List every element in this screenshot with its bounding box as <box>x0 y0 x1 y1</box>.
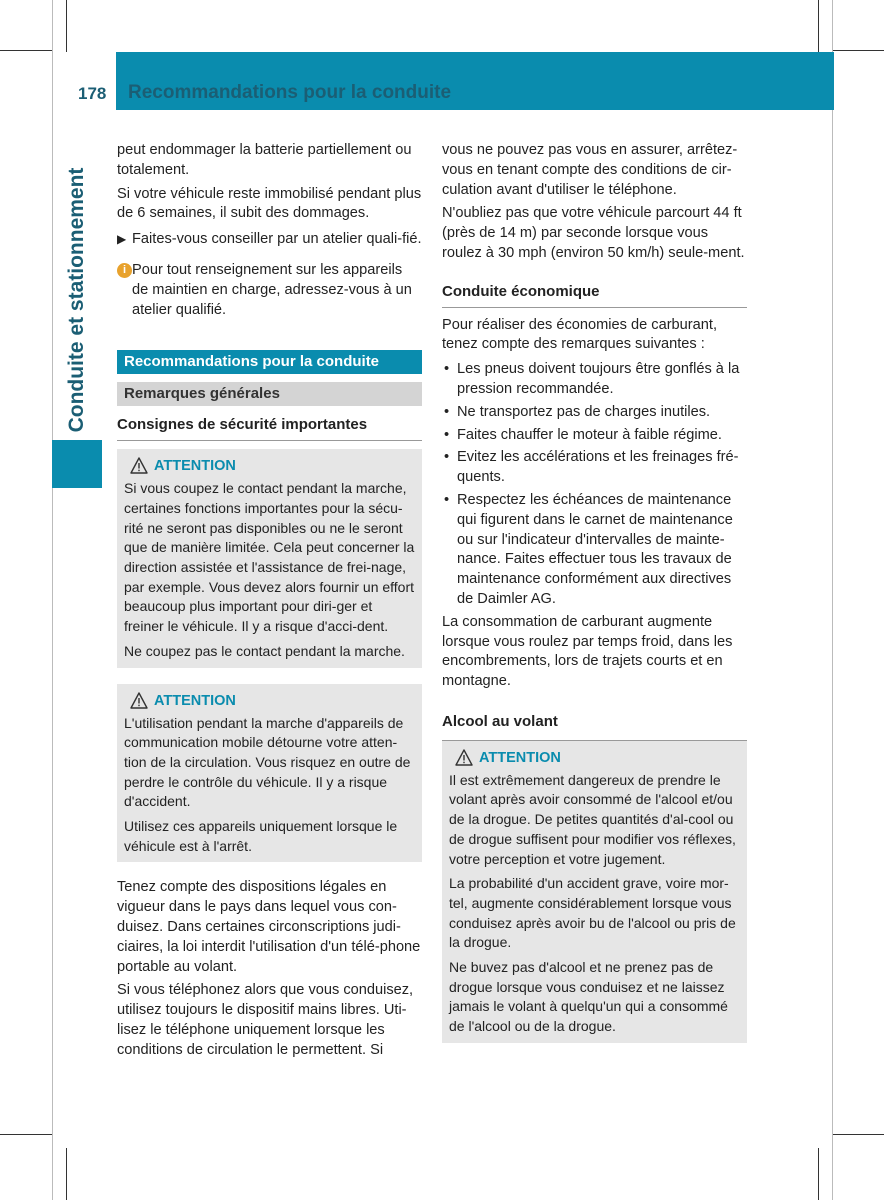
warning-box <box>117 449 422 667</box>
info-text: Pour tout renseignement sur les appareils de maintien en charge, adressez-vous à un atelier qualifié. <box>132 261 412 318</box>
paragraph: peut endommager la batterie partiellement ou totalement. <box>117 142 412 178</box>
list-item-text: Evitez les accélérations et les freinages fré-quents. <box>457 449 739 486</box>
warning-text: Si vous coupez le contact pendant la marche, certaines fonctions importantes pour la sécu-rité ne seront pas disponibles ou ne le seront que de manière limitée. Cela peut concerner la direction assistée et l'assistance de frei-nage, par exemple. Vous devez alors fournir un effort beaucoup plus important pour diri-ger et freiner le véhicule. Il y a risque d'acci-dent. <box>124 480 415 635</box>
warning-triangle-icon <box>130 457 148 474</box>
warning-text: Il est extrêmement dangereux de prendre le volant après avoir consommé de l'alcool et/ou de la drogue. De petites quantités d'al-cool ou de drogue suffisent pour modifier vos réflexes, votre perception et votre jugement. <box>449 771 736 867</box>
left-column <box>117 141 422 1065</box>
subsection-title: Remarques générales <box>117 382 422 406</box>
crop-mark <box>0 1134 52 1135</box>
section-title: Recommandations pour la conduite <box>117 350 422 374</box>
warning-header <box>449 747 740 769</box>
paragraph: Pour réaliser des économies de carburant, tenez compte des remarques suivantes : <box>442 316 717 353</box>
heading: Conduite économique <box>442 282 747 308</box>
warning-label: ATTENTION <box>154 458 236 475</box>
warning-triangle-icon <box>130 692 148 709</box>
list-item <box>442 448 747 488</box>
list-item <box>442 403 747 423</box>
list-item-text: Faites chauffer le moteur à faible régime. <box>457 426 722 443</box>
crop-mark <box>66 0 67 52</box>
bullet-icon: • <box>444 361 450 378</box>
bullet-icon: • <box>444 426 450 443</box>
info-icon: i <box>117 263 132 278</box>
crop-mark <box>66 1148 67 1200</box>
warning-header <box>124 690 415 712</box>
bullet-icon: • <box>444 403 450 420</box>
warning-header <box>124 455 415 477</box>
warning-label: ATTENTION <box>154 692 236 709</box>
warning-text: L'utilisation pendant la marche d'appareils de communication mobile détourne votre atten-tion de la circulation. Vous risquez en outre de perdre le contrôle du véhicule. Il y a risque d'accident. <box>124 714 411 810</box>
list-item <box>442 360 747 400</box>
list-item <box>442 491 747 610</box>
list-item-text: Respectez les échéances de maintenance qui figurent dans le carnet de maintenance ou sur l'indicateur d'intervalles de mainte-nance. Faites effectuer tous les travaux de maintenance conformément aux directives de Daimler AG. <box>457 491 733 607</box>
warning-text: Utilisez ces appareils uniquement lorsque le véhicule est à l'arrêt. <box>124 818 398 854</box>
warning-text: Ne coupez pas le contact pendant la marche. <box>124 642 405 659</box>
warning-triangle-icon <box>455 749 473 766</box>
info-note <box>117 261 422 320</box>
crop-mark <box>52 0 53 1200</box>
crop-mark <box>818 0 819 52</box>
crop-mark <box>818 1148 819 1200</box>
page-title: Recommandations pour la conduite <box>128 82 452 103</box>
paragraph: Si vous téléphonez alors que vous conduisez, utilisez toujours le dispositif mains libres. Uti-lisez le téléphone uniquement lorsque les conditions de circulation le permettent. Si <box>117 982 414 1058</box>
warning-label: ATTENTION <box>479 749 561 766</box>
heading: Consignes de sécurité importantes <box>117 415 422 441</box>
paragraph: N'oubliez pas que votre véhicule parcourt 44 ft (près de 14 m) par seconde lorsque vous roulez à 30 mph (environ 50 km/h) seule-ment. <box>442 205 745 261</box>
warning-box <box>117 684 422 863</box>
warning-text: La probabilité d'un accident grave, voire mor-tel, augmente considérablement lorsque vous conduisez après avoir bu de l'alcool ou pris de la drogue. <box>449 875 736 951</box>
page-number: 178 <box>78 84 107 103</box>
bullet-icon: • <box>444 491 450 508</box>
warning-text: Ne buvez pas d'alcool et ne prenez pas de drogue lorsque vous conduisez et ne laissez jamais le volant à quelqu'un qui a consommé de l'alcool ou de la drogue. <box>449 959 728 1035</box>
warning-box <box>442 740 747 1043</box>
action-item <box>117 230 422 250</box>
crop-mark <box>832 1134 884 1135</box>
paragraph: Tenez compte des dispositions légales en vigueur dans le pays dans lequel vous con-duisez. Dans certaines circonscriptions judi-ciaires, la loi interdit l'utilisation d'un télé-phone portable au volant. <box>117 879 421 975</box>
paragraph: Si votre véhicule reste immobilisé pendant plus de 6 semaines, il subit des dommages. <box>117 185 422 222</box>
paragraph: vous ne pouvez pas vous en assurer, arrêtez-vous en tenant compte des conditions de cir-culation avant d'utiliser le téléphone. <box>442 142 738 198</box>
arrow-icon: ▶ <box>117 232 127 247</box>
heading: Alcool au volant <box>442 712 558 730</box>
paragraph: La consommation de carburant augmente lorsque vous roulez par temps froid, dans les encombrements, lors de trajets courts et en montagne. <box>442 613 733 690</box>
action-text: Faites-vous conseiller par un atelier quali-fié. <box>132 231 422 248</box>
list-item-text: Les pneus doivent toujours être gonflés à la pression recommandée. <box>457 361 740 397</box>
list-item-text: Ne transportez pas de charges inutiles. <box>457 403 711 420</box>
crop-mark <box>0 50 52 51</box>
crop-mark <box>832 0 833 1200</box>
chapter-label: Conduite et stationnement <box>65 167 88 433</box>
list-item <box>442 426 747 446</box>
right-column <box>442 141 747 1059</box>
bullet-icon: • <box>444 449 450 466</box>
crop-mark <box>832 50 884 51</box>
